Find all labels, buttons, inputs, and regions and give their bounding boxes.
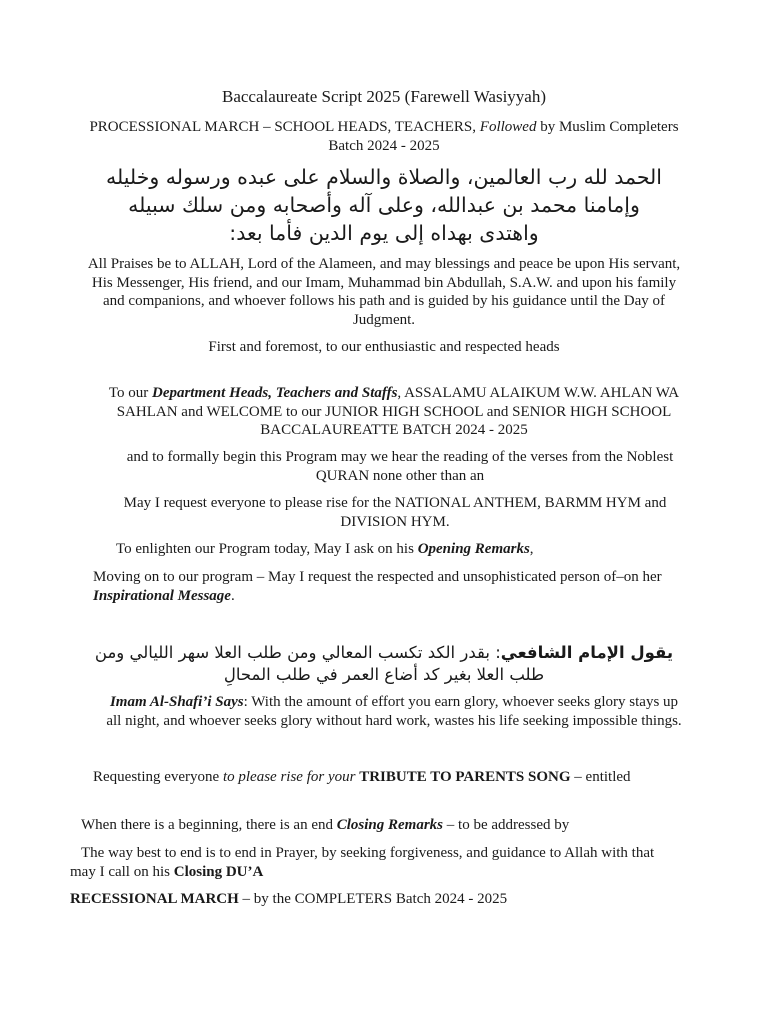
anthem-line-2: DIVISION HYM. <box>340 513 450 530</box>
closing-remarks-label: Closing Remarks <box>336 817 444 833</box>
dua-line-2: may I call on his <box>70 863 174 880</box>
department-prefix: To our <box>108 385 152 401</box>
inspirational-suffix: . <box>230 587 235 604</box>
arabic-opening-line: الحمد لله رب العالمين، والصلاة والسلام على عبده ورسوله وخليله <box>105 165 663 189</box>
opening-translation <box>40 255 728 329</box>
closing-remarks <box>81 816 569 835</box>
translation-line: His Messenger, His friend, and our Imam, Muhammad bin Abdullah, S.A.W. and upon his family <box>91 274 677 291</box>
translation-line: All Praises be to ALLAH, Lord of the Alameen, and may blessings and peace be upon His servant, <box>87 256 681 272</box>
department-greeting <box>70 384 718 440</box>
department-heads: Department Heads, Teachers and Staffs <box>151 385 398 401</box>
first-foremost: First and foremost, to our enthusiastic and respected heads <box>208 339 560 355</box>
tribute-suffix: – entitled <box>570 769 631 785</box>
department-greeting-text: , ASSALAMU ALAIKUM W.W. AHLAN WA <box>397 385 680 401</box>
arabic-opening-line: واهتدى بهداه إلى يوم الدين فأما بعد: <box>229 221 539 245</box>
inspirational-line-1: Moving on to our program – May I request the respected and unsophisticated person of–on her <box>93 569 662 585</box>
shafii-english-line-1: : With the amount of effort you earn glory, whoever seeks glory stays up <box>243 694 679 710</box>
dua-label: Closing DU’A <box>173 863 264 880</box>
dua-line-1: The way best to end is to end in Prayer, by seeking forgiveness, and guidance to Allah with that <box>81 845 655 861</box>
quran-reading <box>90 448 710 485</box>
processional-text-2: by Muslim Completers <box>536 119 679 135</box>
closing-dua <box>70 844 730 881</box>
shafii-arabic-speaker: يقول الإمام الشافعي <box>500 643 674 662</box>
processional-march <box>40 118 728 155</box>
quran-line-2: QURAN none other than an <box>315 467 485 484</box>
opening-remarks-label: Opening Remarks <box>417 541 530 557</box>
department-line-2: SAHLAN and WELCOME to our JUNIOR HIGH SCHOOL and SENIOR HIGH SCHOOL <box>116 403 672 420</box>
closing-remarks-suffix: – to be addressed by <box>443 817 570 833</box>
opening-remarks <box>116 540 534 559</box>
inspirational-message <box>93 568 733 605</box>
translation-line: and companions, and whoever follows his path and is guided by his guidance until the Day of <box>103 293 665 309</box>
recessional-label: RECESSIONAL MARCH <box>70 891 239 907</box>
shafii-arabic-line-2: طلب العلا بغير كد أضاع العمر في طلب المحالِ <box>223 665 545 684</box>
processional-text-1: PROCESSIONAL MARCH – SCHOOL HEADS, TEACHERS, <box>89 119 480 135</box>
tribute-italic: to please rise for your <box>222 769 356 785</box>
shafii-english-speaker: Imam Al-Shafi’i Says <box>109 694 244 710</box>
shafii-english-line-2: all night, and whoever seeks glory without hard work, wastes his life seeking impossible things. <box>106 712 682 729</box>
inspirational-label: Inspirational Message <box>93 587 231 604</box>
tribute-song-title: TRIBUTE TO PARENTS SONG <box>359 769 571 785</box>
tribute-to-parents <box>93 768 631 787</box>
processional-batch: Batch 2024 - 2025 <box>328 137 440 154</box>
recessional-text: – by the COMPLETERS Batch 2024 - 2025 <box>238 891 508 907</box>
processional-followed: Followed <box>479 119 537 135</box>
anthem-line-1: May I request everyone to please rise for the NATIONAL ANTHEM, BARMM HYM and <box>123 495 667 511</box>
opening-remarks-suffix: , <box>529 541 534 557</box>
national-anthem <box>90 494 700 531</box>
arabic-opening-line: وإمامنا محمد بن عبدالله، وعلى آله وأصحابه ومن سلك سبيله <box>128 193 640 217</box>
department-line-3: BACCALAUREATTE BATCH 2024 - 2025 <box>260 422 528 438</box>
translation-line: Judgment. <box>352 311 416 328</box>
shafii-arabic-line-1: : بقدر الكد تكسب المعالي ومن طلب العلا سهر الليالي ومن <box>94 643 501 662</box>
opening-remarks-text: To enlighten our Program today, May I ask on his <box>116 541 418 557</box>
document-title: Baccalaureate Script 2025 (Farewell Wasiyyah) <box>221 87 547 106</box>
closing-remarks-text: When there is a beginning, there is an end <box>81 817 337 833</box>
quran-line-1: and to formally begin this Program may we hear the reading of the verses from the Noblest <box>126 449 674 465</box>
shafii-english-quote <box>60 693 728 730</box>
arabic-opening <box>20 163 748 247</box>
shafii-arabic-quote <box>40 642 728 686</box>
recessional-march <box>70 890 507 909</box>
tribute-text: Requesting everyone <box>93 769 223 785</box>
